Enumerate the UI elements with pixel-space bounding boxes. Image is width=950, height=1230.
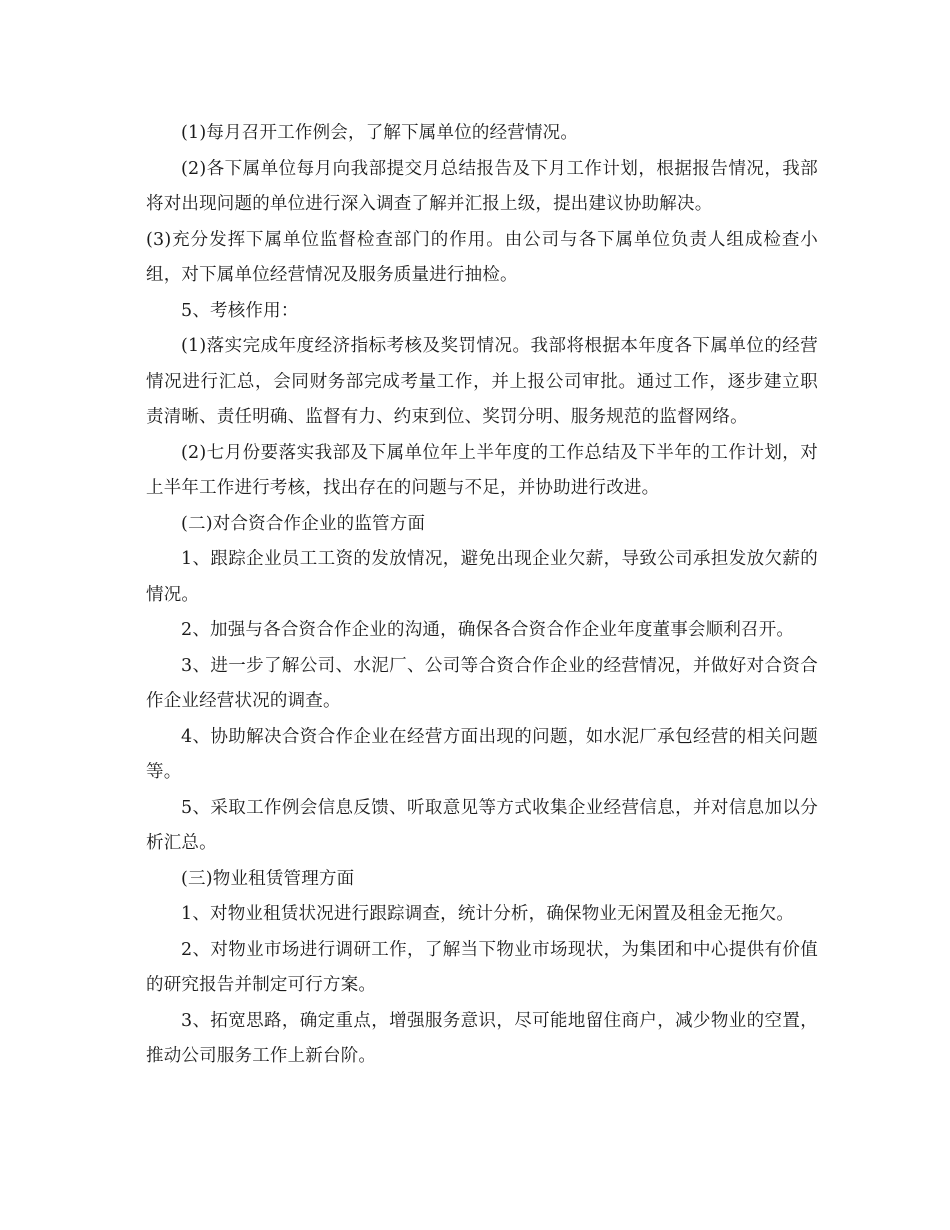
paragraph: 1、跟踪企业员工工资的发放情况，避免出现企业欠薪，导致公司承担发放欠薪的情况。: [146, 549, 818, 605]
paragraph: (2)七月份要落实我部及下属单位年上半年度的工作总结及下半年的工作计划，对上半年工作进行考核，找出存在的问题与不足，并协助进行改进。: [146, 442, 818, 498]
document-body: [146, 116, 818, 1075]
paragraph: 2、加强与各合资合作企业的沟通，确保各合资合作企业年度董事会顺利召开。: [181, 620, 795, 640]
paragraph: (3)充分发挥下属单位监督检查部门的作用。由公司与各下属单位负责人组成检查小组，对下属单位经营情况及服务质量进行抽检。: [146, 229, 818, 285]
paragraph: (1)落实完成年度经济指标考核及奖罚情况。我部将根据本年度各下属单位的经营情况进行汇总，会同财务部完成考量工作，并上报公司审批。通过工作，逐步建立职责清晰、责任明确、监督有力、约束到位、奖罚分明、服务规范的监督网络。: [146, 336, 818, 427]
paragraph: (1)每月召开工作例会，了解下属单位的经营情况。: [181, 123, 579, 143]
paragraph: 5、考核作用：: [181, 300, 299, 321]
paragraph: 3、进一步了解公司、水泥厂、公司等合资合作企业的经营情况，并做好对合资合作企业经营状况的调查。: [146, 655, 818, 711]
paragraph: 3、拓宽思路，确定重点，增强服务意识，尽可能地留住商户，减少物业的空置，推动公司服务工作上新台阶。: [146, 1010, 818, 1066]
section-heading: (三)物业租赁管理方面: [181, 868, 355, 889]
paragraph: (2)各下属单位每月向我部提交月总结报告及下月工作计划，根据报告情况，我部将对出现问题的单位进行深入调查了解并汇报上级，提出建议协助解决。: [146, 158, 818, 214]
paragraph: 2、对物业市场进行调研工作，了解当下物业市场现状，为集团和中心提供有价值的研究报告并制定可行方案。: [146, 939, 818, 995]
paragraph: 5、采取工作例会信息反馈、听取意见等方式收集企业经营信息，并对信息加以分析汇总。: [146, 797, 818, 853]
section-heading: (二)对合资合作企业的监管方面: [181, 513, 426, 534]
paragraph: 1、对物业租赁状况进行跟踪调查，统计分析，确保物业无闲置及租金无拖欠。: [181, 904, 795, 924]
paragraph: 4、协助解决合资合作企业在经营方面出现的问题，如水泥厂承包经营的相关问题等。: [146, 726, 818, 782]
